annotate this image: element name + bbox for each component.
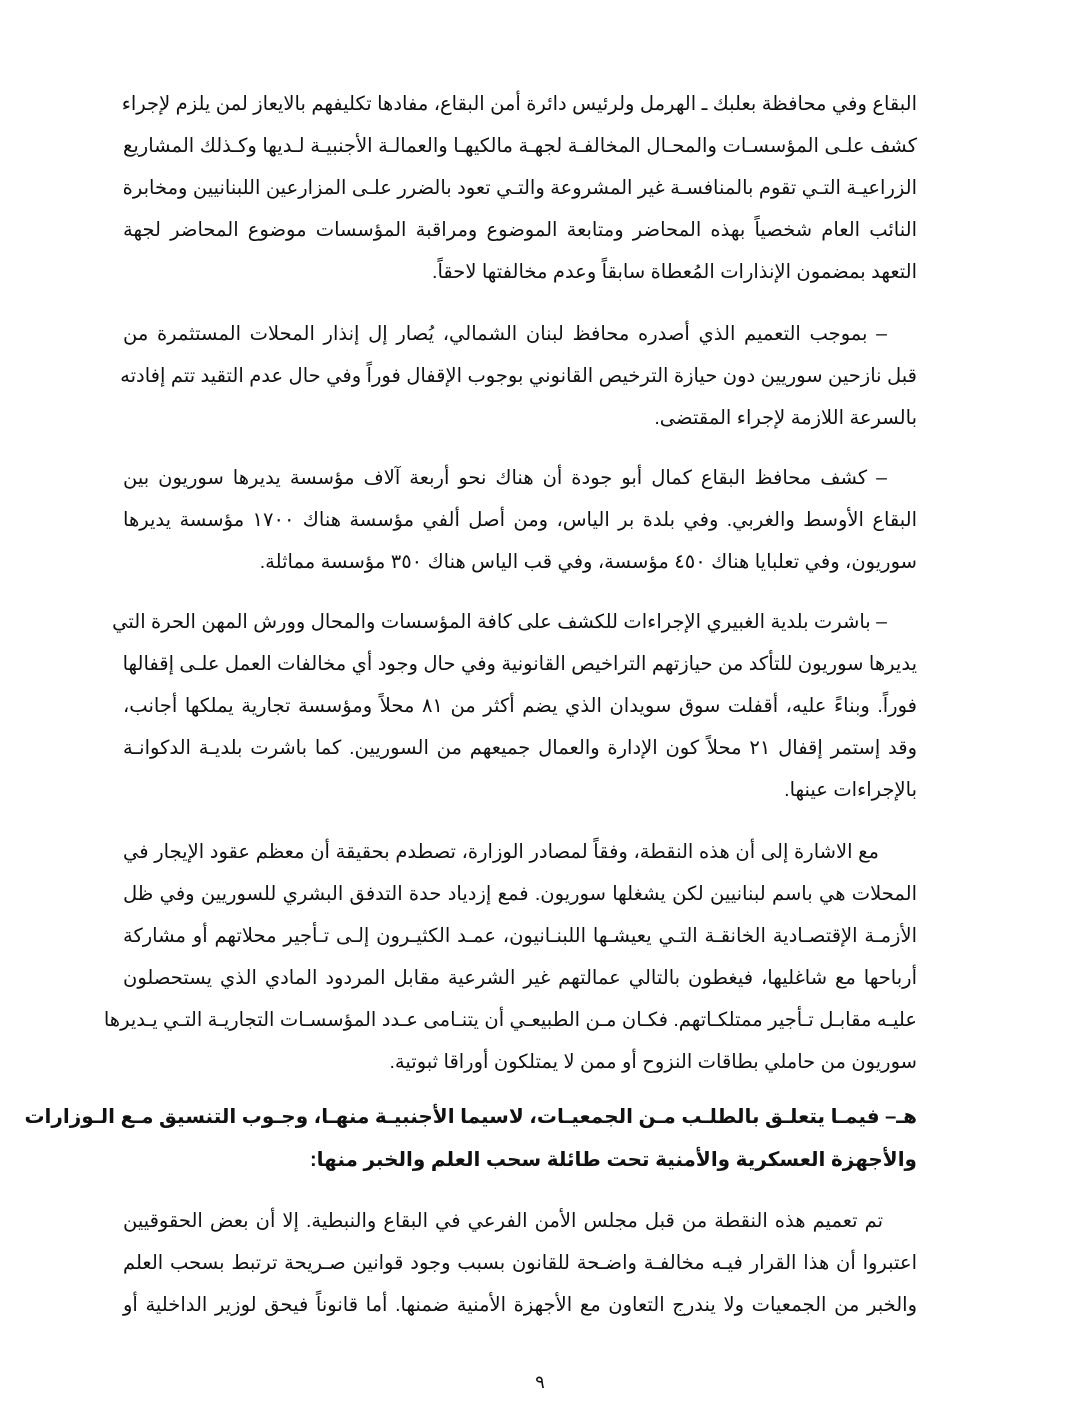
paragraph-line: – بموجب التعميم الذي أصدره محافظ لبنان الشمالي، يُصار إل إنذار المحلات المستثمرة من xyxy=(123,323,887,345)
paragraph-line: أرباحها مع شاغليها، فيغطون بالتالي عمالتهم غير الشرعية مقابل المردود المادي الذي يستحصلون xyxy=(123,967,917,989)
paragraph-line: بالإجراءات عينها. xyxy=(784,779,917,801)
paragraph-line: البقاع الأوسط والغربي. وفي بلدة بر الياس، ومن أصل ألفي مؤسسة هناك ١٧٠٠ مؤسسة يديرها xyxy=(123,509,917,531)
paragraph-line: يديرها سوريون للتأكد من حيازتهم التراخيص القانونية وفي حال وجود أي مخالفات العمل علـى إقفالها xyxy=(122,653,917,675)
paragraph-line: سوريون من حاملي بطاقات النزوح أو ممن لا يمتلكون أوراقا ثبوتية. xyxy=(389,1051,917,1073)
paragraph-line: سوريون، وفي تعلبايا هناك ٤٥٠ مؤسسة، وفي قب الياس هناك ٣٥٠ مؤسسة مماثلة. xyxy=(259,551,917,573)
paragraph-line: التعهد بمضمون الإنذارات المُعطاة سابقاً وعدم مخالفتها لاحقاً. xyxy=(432,261,917,283)
paragraph-line: الزراعيـة التـي تقوم بالمنافسـة غير المشروعة والتـي تعود بالضرر علـى المزارعين اللبنانيين ومخابرة xyxy=(122,177,917,199)
paragraph-line: – باشرت بلدية الغبيري الإجراءات للكشف على كافة المؤسسات والمحال وورش المهن الحرة التي xyxy=(112,611,887,633)
paragraph-line: فوراً. وبناءً عليه، أقفلت سوق سويدان الذي يضم أكثر من ٨١ محلاً ومؤسسة تجارية يملكها أجانب، xyxy=(123,695,917,717)
paragraph-line: النائب العام شخصياً بهذه المحاضر ومتابعة الموضوع ومراقبة المؤسسات موضوع المحاضر لجهة xyxy=(123,219,917,241)
paragraph-line: مع الاشارة إلى أن هذه النقطة، وفقاً لمصادر الوزارة، تصطدم بحقيقة أن معظم عقود الإيجار في xyxy=(123,841,879,863)
paragraph-line: عليـه مقابـل تـأجير ممتلكـاتهم. فكـان مـن الطبيعـي أن يتنـامى عـدد المؤسسـات التجاريـة التـي يـديرها xyxy=(103,1009,917,1031)
page-number: ٩ xyxy=(535,1372,545,1392)
paragraph-line: المحلات هي باسم لبنانيين لكن يشغلها سوريون. فمع إزدياد حدة التدفق البشري للسوريين وفي ظل xyxy=(123,883,917,905)
paragraph-line: تم تعميم هذه النقطة من قبل مجلس الأمن الفرعي في البقاع والنبطية. إلا أن بعض الحقوقيين xyxy=(123,1210,883,1232)
paragraph-line: – كشف محافظ البقاع كمال أبو جودة أن هناك نحو أربعة آلاف مؤسسة يديرها سوريون بين xyxy=(123,467,887,489)
paragraph-line: اعتبروا أن هذا القرار فيـه مخالفـة واضـحة للقانون بسبب وجود قوانين صـريحة ترتبط بسحب العلم xyxy=(123,1252,917,1274)
paragraph-line: بالسرعة اللازمة لإجراء المقتضى. xyxy=(654,407,917,429)
section-heading-line: هـ– فيمـا يتعلـق بالطلـب مـن الجمعيـات، لاسيما الأجنبيـة منهـا، وجـوب التنسيق مـع الـوزارات xyxy=(24,1106,917,1128)
section-heading-line: والأجهزة العسكرية والأمنية تحت طائلة سحب العلم والخبر منها: xyxy=(310,1149,917,1171)
paragraph-line: البقاع وفي محافظة بعلبك ـ الهرمل ولرئيس دائرة أمن البقاع، مفادها تكليفهم بالايعاز لمن يلزم لإجراء xyxy=(121,93,917,115)
paragraph-line: الأزمـة الإقتصـادية الخانقـة التـي يعيشـها اللبنـانيون، عمـد الكثيـرون إلـى تـأجير محلاتهم أو مشاركة xyxy=(123,925,917,947)
paragraph-line: كشف علـى المؤسسـات والمحـال المخالفـة لجهـة مالكيهـا والعمالـة الأجنبيـة لـديها وكـذلك المشاريع xyxy=(123,135,917,157)
paragraph-line: وقد إستمر إقفال ٢١ محلاً كون الإدارة والعمال جميعهم من السوريين. كما باشرت بلديـة الدكوانـة xyxy=(123,737,917,759)
paragraph-line: قبل نازحين سوريين دون حيازة الترخيص القانوني بوجوب الإقفال فوراً وفي حال عدم التقيد تتم إفادته xyxy=(120,365,917,387)
paragraph-line: والخبر من الجمعيات ولا يندرج التعاون مع الأجهزة الأمنية ضمنها. أما قانوناً فيحق لوزير الداخلية أو xyxy=(123,1294,917,1316)
